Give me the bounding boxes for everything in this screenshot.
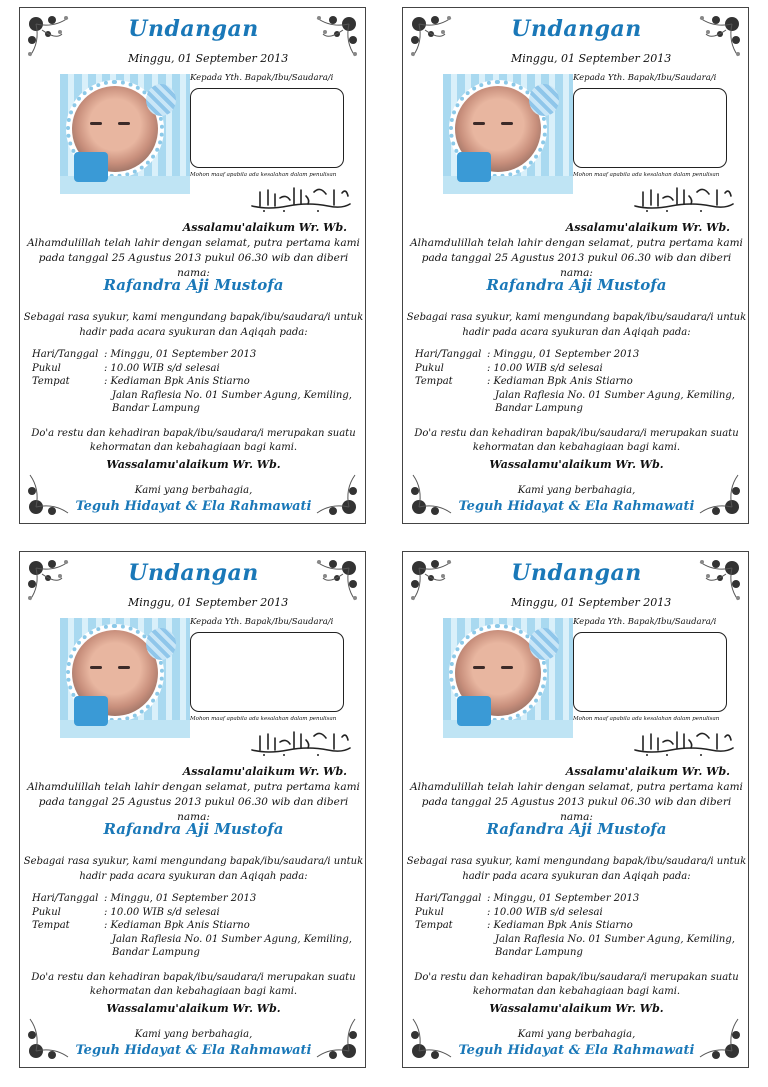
signoff-text: Kami yang berbahagia,	[517, 485, 636, 496]
invitation-title: Undangan	[128, 16, 259, 42]
recipient-name-box	[573, 632, 727, 712]
address-line-2: Bandar Lampung	[112, 403, 200, 414]
baby-name: Rafandra Aji Mustofa	[486, 820, 667, 838]
invitation-card-3	[19, 551, 366, 1068]
baby-photo	[60, 618, 190, 738]
closing-greeting: Wassalamu'alaikum Wr. Wb.	[106, 458, 281, 471]
invitation-title: Undangan	[128, 560, 259, 586]
bismillah-calligraphy-icon	[631, 184, 737, 214]
day-value: : Minggu, 01 September 2013	[487, 349, 640, 360]
recipient-label: Kepada Yth. Bapak/Ibu/Saudara/i	[573, 73, 717, 83]
parents-names: Teguh Hidayat & Ela Rahmawati	[75, 1043, 312, 1058]
event-date: Minggu, 01 September 2013	[511, 52, 672, 65]
signoff-text: Kami yang berbahagia,	[517, 1029, 636, 1040]
intro-text: Alhamdulillah telah lahir dengan selamat, putra pertama kami pada tanggal 25 Agustus 2013 pukul 06.30 wib dan diberi nama:	[27, 781, 360, 823]
blessing-request: Do'a restu dan kehadiran bapak/ibu/saudara/i merupakan suatu kehormatan dan kebahagiaan bagi kami.	[31, 972, 356, 997]
place-label: Tempat	[415, 920, 453, 931]
address-line-1: Jalan Raflesia No. 01 Sumber Agung, Kemiling,	[112, 933, 352, 945]
address-line-1: Jalan Raflesia No. 01 Sumber Agung, Kemiling,	[495, 389, 735, 401]
address-line-1: Jalan Raflesia No. 01 Sumber Agung, Kemiling,	[112, 389, 352, 401]
blessing-request: Do'a restu dan kehadiran bapak/ibu/saudara/i merupakan suatu kehormatan dan kebahagiaan bagi kami.	[414, 428, 739, 453]
parents-names: Teguh Hidayat & Ela Rahmawati	[458, 499, 695, 514]
event-details	[415, 892, 735, 960]
event-date: Minggu, 01 September 2013	[128, 52, 289, 65]
intro-text: Alhamdulillah telah lahir dengan selamat, putra pertama kami pada tanggal 25 Agustus 2013 pukul 06.30 wib dan diberi nama:	[410, 781, 743, 823]
day-label: Hari/Tanggal	[415, 893, 482, 904]
day-label: Hari/Tanggal	[32, 893, 99, 904]
invitation-card-4	[402, 551, 749, 1068]
recipient-label: Kepada Yth. Bapak/Ibu/Saudara/i	[573, 617, 717, 627]
intro-text: Alhamdulillah telah lahir dengan selamat, putra pertama kami pada tanggal 25 Agustus 2013 pukul 06.30 wib dan diberi nama:	[27, 237, 360, 279]
event-details	[32, 892, 352, 960]
event-date: Minggu, 01 September 2013	[511, 596, 672, 609]
place-label: Tempat	[32, 920, 70, 931]
address-line-2: Bandar Lampung	[495, 403, 583, 414]
invitation-title: Undangan	[511, 16, 642, 42]
place-value: : Kediaman Bpk Anis Stiarno	[487, 920, 633, 931]
place-value: : Kediaman Bpk Anis Stiarno	[487, 376, 633, 387]
baby-photo	[60, 74, 190, 194]
recipient-name-box	[573, 88, 727, 168]
invitation-purpose: Sebagai rasa syukur, kami mengundang bapak/ibu/saudara/i untuk hadir pada acara syukuran dan Aqiqah pada:	[406, 856, 747, 882]
opening-greeting: Assalamu'alaikum Wr. Wb.	[565, 221, 730, 234]
address-line-1: Jalan Raflesia No. 01 Sumber Agung, Kemiling,	[495, 933, 735, 945]
address-line-2: Bandar Lampung	[112, 947, 200, 958]
day-value: : Minggu, 01 September 2013	[104, 349, 257, 360]
intro-text: Alhamdulillah telah lahir dengan selamat, putra pertama kami pada tanggal 25 Agustus 2013 pukul 06.30 wib dan diberi nama:	[410, 237, 743, 279]
invitation-purpose: Sebagai rasa syukur, kami mengundang bapak/ibu/saudara/i untuk hadir pada acara syukuran dan Aqiqah pada:	[406, 312, 747, 338]
place-label: Tempat	[415, 376, 453, 387]
day-label: Hari/Tanggal	[415, 349, 482, 360]
day-label: Hari/Tanggal	[32, 349, 99, 360]
recipient-label: Kepada Yth. Bapak/Ibu/Saudara/i	[190, 73, 334, 83]
parents-names: Teguh Hidayat & Ela Rahmawati	[75, 499, 312, 514]
bismillah-calligraphy-icon	[248, 728, 354, 758]
closing-greeting: Wassalamu'alaikum Wr. Wb.	[106, 1002, 281, 1015]
day-value: : Minggu, 01 September 2013	[104, 893, 257, 904]
closing-greeting: Wassalamu'alaikum Wr. Wb.	[489, 1002, 664, 1015]
address-line-2: Bandar Lampung	[495, 947, 583, 958]
time-label: Pukul	[32, 906, 61, 918]
closing-greeting: Wassalamu'alaikum Wr. Wb.	[489, 458, 664, 471]
time-value: : 10.00 WIB s/d selesai	[104, 906, 220, 918]
parents-names: Teguh Hidayat & Ela Rahmawati	[458, 1043, 695, 1058]
invitation-card-1	[19, 7, 366, 524]
event-date: Minggu, 01 September 2013	[128, 596, 289, 609]
time-label: Pukul	[32, 362, 61, 374]
apology-note: Mohon maaf apabila ada kesalahan dalam penulisan	[190, 716, 337, 722]
bismillah-calligraphy-icon	[631, 728, 737, 758]
bismillah-calligraphy-icon	[248, 184, 354, 214]
recipient-name-box	[190, 88, 344, 168]
apology-note: Mohon maaf apabila ada kesalahan dalam penulisan	[573, 716, 720, 722]
event-details	[32, 348, 352, 416]
blessing-request: Do'a restu dan kehadiran bapak/ibu/saudara/i merupakan suatu kehormatan dan kebahagiaan bagi kami.	[31, 428, 356, 453]
apology-note: Mohon maaf apabila ada kesalahan dalam penulisan	[190, 172, 337, 178]
time-label: Pukul	[415, 362, 444, 374]
recipient-label: Kepada Yth. Bapak/Ibu/Saudara/i	[190, 617, 334, 627]
time-value: : 10.00 WIB s/d selesai	[487, 906, 603, 918]
apology-note: Mohon maaf apabila ada kesalahan dalam penulisan	[573, 172, 720, 178]
event-details	[415, 348, 735, 416]
recipient-name-box	[190, 632, 344, 712]
time-label: Pukul	[415, 906, 444, 918]
signoff-text: Kami yang berbahagia,	[134, 485, 253, 496]
baby-photo	[443, 618, 573, 738]
place-value: : Kediaman Bpk Anis Stiarno	[104, 376, 250, 387]
baby-name: Rafandra Aji Mustofa	[103, 820, 284, 838]
baby-photo	[443, 74, 573, 194]
time-value: : 10.00 WIB s/d selesai	[104, 362, 220, 374]
baby-name: Rafandra Aji Mustofa	[486, 276, 667, 294]
opening-greeting: Assalamu'alaikum Wr. Wb.	[182, 765, 347, 778]
invitation-purpose: Sebagai rasa syukur, kami mengundang bapak/ibu/saudara/i untuk hadir pada acara syukuran dan Aqiqah pada:	[23, 312, 364, 338]
invitation-title: Undangan	[511, 560, 642, 586]
invitation-purpose: Sebagai rasa syukur, kami mengundang bapak/ibu/saudara/i untuk hadir pada acara syukuran dan Aqiqah pada:	[23, 856, 364, 882]
opening-greeting: Assalamu'alaikum Wr. Wb.	[565, 765, 730, 778]
place-label: Tempat	[32, 376, 70, 387]
blessing-request: Do'a restu dan kehadiran bapak/ibu/saudara/i merupakan suatu kehormatan dan kebahagiaan bagi kami.	[414, 972, 739, 997]
opening-greeting: Assalamu'alaikum Wr. Wb.	[182, 221, 347, 234]
day-value: : Minggu, 01 September 2013	[487, 893, 640, 904]
time-value: : 10.00 WIB s/d selesai	[487, 362, 603, 374]
place-value: : Kediaman Bpk Anis Stiarno	[104, 920, 250, 931]
baby-name: Rafandra Aji Mustofa	[103, 276, 284, 294]
invitation-card-2	[402, 7, 749, 524]
signoff-text: Kami yang berbahagia,	[134, 1029, 253, 1040]
